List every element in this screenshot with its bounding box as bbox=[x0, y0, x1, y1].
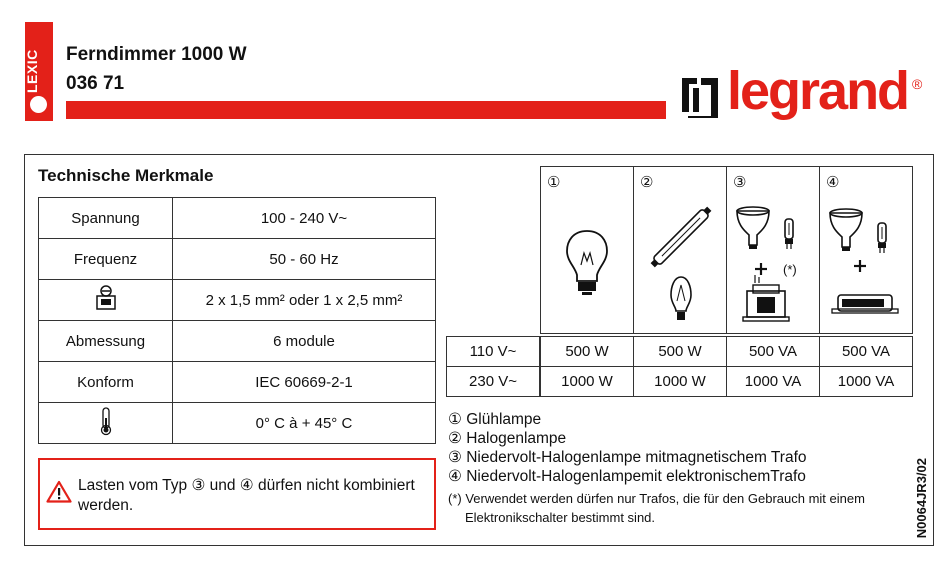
spec-value: 100 - 240 V~ bbox=[173, 198, 436, 239]
thermometer-icon bbox=[99, 406, 113, 436]
footnote-line-2: Elektronikschalter bestimmt sind. bbox=[465, 510, 656, 525]
load-value: 500 VA bbox=[726, 336, 820, 367]
thermometer-cell bbox=[39, 403, 173, 444]
spec-value: 6 module bbox=[173, 321, 436, 362]
load-value: 500 W bbox=[540, 336, 634, 367]
transformer-note-mark: (*) bbox=[783, 262, 797, 277]
load-value: 500 VA bbox=[819, 336, 913, 367]
table-row bbox=[39, 239, 436, 280]
spec-value: IEC 60669-2-1 bbox=[173, 362, 436, 403]
legend-item: ① Glühlampe bbox=[448, 411, 542, 428]
voltage-label: 110 V~ bbox=[446, 336, 540, 367]
table-row bbox=[39, 280, 436, 321]
load-value: 1000 VA bbox=[726, 366, 820, 397]
low-voltage-halogen-magnetic-transformer-icon bbox=[735, 205, 815, 327]
legend-item: ② Halogenlampe bbox=[448, 430, 567, 447]
load-value: 1000 W bbox=[540, 366, 634, 397]
load-type-number: ③ bbox=[733, 174, 747, 191]
load-value: 500 W bbox=[633, 336, 727, 367]
legrand-mark-icon bbox=[680, 76, 720, 120]
legend-item: ③ Niedervolt-Halogenlampe mitmagnetischem Trafo bbox=[448, 449, 807, 466]
load-type-2 bbox=[633, 166, 727, 334]
lexic-dot-icon bbox=[30, 96, 47, 113]
section-title: Technische Merkmale bbox=[38, 166, 214, 185]
load-type-3 bbox=[726, 166, 820, 334]
table-row bbox=[39, 198, 436, 239]
spec-label: Abmessung bbox=[39, 321, 173, 362]
low-voltage-halogen-electronic-transformer-icon bbox=[828, 205, 908, 327]
table-row bbox=[39, 321, 436, 362]
load-table bbox=[446, 166, 916, 398]
document-id: N0064JR3/02 bbox=[914, 458, 929, 539]
load-type-4 bbox=[819, 166, 913, 334]
halogen-lamp-icon bbox=[644, 201, 718, 325]
load-type-number: ② bbox=[640, 174, 654, 191]
warning-text: Lasten vom Typ ③ und ④ dürfen nicht kombiniert werden. bbox=[78, 477, 415, 514]
load-value: 1000 W bbox=[633, 366, 727, 397]
lexic-badge-label: LEXIC bbox=[24, 49, 40, 94]
product-code: 036 71 bbox=[66, 73, 125, 94]
spec-value: 0° C à + 45° C bbox=[173, 403, 436, 444]
load-type-1 bbox=[540, 166, 634, 334]
spec-label: Frequenz bbox=[39, 239, 173, 280]
voltage-label: 230 V~ bbox=[446, 366, 540, 397]
warning-icon bbox=[46, 480, 72, 503]
load-type-number: ① bbox=[547, 174, 561, 191]
table-row bbox=[39, 403, 436, 444]
spec-label: Konform bbox=[39, 362, 173, 403]
spec-label: Spannung bbox=[39, 198, 173, 239]
legrand-logo: legrand bbox=[727, 61, 909, 121]
load-value: 1000 VA bbox=[819, 366, 913, 397]
spec-value: 50 - 60 Hz bbox=[173, 239, 436, 280]
terminal-screw-icon bbox=[95, 285, 117, 311]
footnote-line-1: (*) Verwendet werden dürfen nur Trafos, die für den Gebrauch mit einem bbox=[448, 491, 865, 506]
legend-item: ④ Niedervolt-Halogenlampemit elektronischemTrafo bbox=[448, 468, 806, 485]
spec-value: 2 x 1,5 mm² oder 1 x 2,5 mm² bbox=[173, 280, 436, 321]
table-row bbox=[39, 362, 436, 403]
registered-mark: ® bbox=[912, 76, 923, 92]
spec-table bbox=[38, 197, 436, 444]
incandescent-bulb-icon bbox=[561, 227, 613, 299]
load-type-number: ④ bbox=[826, 174, 840, 191]
product-title: Ferndimmer 1000 W bbox=[66, 44, 247, 65]
terminal-screw-cell bbox=[39, 280, 173, 321]
header-red-bar bbox=[66, 101, 666, 119]
